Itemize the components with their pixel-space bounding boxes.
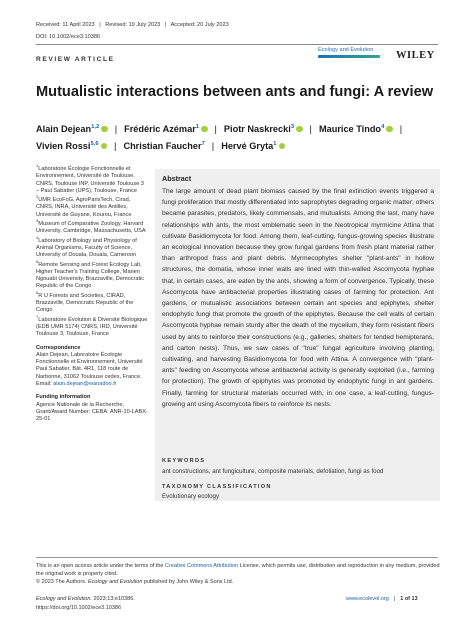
journal-logo-bar (318, 55, 380, 58)
orcid-icon[interactable] (296, 126, 303, 133)
author[interactable]: Piotr Naskrecki$^3$ (223, 123, 295, 134)
author-list: Alain Dejean$^{1,2}$ | Frédéric Azémar$^1$ | Piotr Naskrecki$^3$ | Maurice Tindo$^4$ | Vivien Rossi$^{5,6}$ | Christian Faucher$^7$ | Hervé Gryta$^1$ (36, 123, 403, 151)
article-dates: Received: 11 April 2023 | Revised: 19 July 2023 | Accepted: 20 July 2023 (36, 22, 229, 28)
affiliation: $^3$Museum of Comparative Zoology, Harvard University, Cambridge, Massachusetts, USA (36, 218, 146, 235)
author[interactable]: Maurice Tindo$^4$ (318, 123, 385, 134)
article-type: REVIEW ARTICLE (36, 56, 115, 63)
license-link[interactable]: Creative Commons Attribution (165, 563, 239, 569)
orcid-icon[interactable] (101, 143, 108, 150)
affiliation: $^4$Laboratory of Biology and Physiology of Animal Organisms, Faculty of Science, University of Douala, Douala, Cameroon (36, 234, 137, 259)
author[interactable]: Vivien Rossi$^{5,6}$ (36, 140, 99, 151)
orcid-icon[interactable] (201, 126, 208, 133)
orcid-icon[interactable] (279, 143, 286, 150)
keywords-heading: KEYWORDS (162, 458, 206, 464)
publisher-logo[interactable]: WILEY (396, 50, 435, 61)
author[interactable]: Frédéric Azémar$^1$ (124, 123, 200, 134)
affiliations-column (36, 163, 148, 424)
abstract-text: The large amount of dead plant biomass caused by the final extinction events triggered a fungi proliferation that mostly differentiated into saprophytes degrading organic matter; others became parasites, predators, likely commensals, and mutualists. Among the last, many have relationships with ants, the most emblematic seen in the Neotropical myrmicine Attina that cultivate Basidiomycota for food. Among them, leaf-cutting, fungus-growing species illustrate an ecological innovation because they grow fungal gardens from fresh plant material rather than arthropod frass and plant debris. Myrmecophytes shelter "plant-ants" in hollow structures, the domatia, whose inner walls are lined with thin-walled Ascomycota hyphae that, in certain cases, are eaten by the ants, showing a form of convergence. Typically, these Ascomycota have antibacterial properties illustrating cases of farming for protection. Ant gardens, or mutualistic associations between certain ant species and epiphytes, shelter endophytic fungi that promote the growth of the epiphytes. Because the cell walls of certain Ascomycota hyphae remain sturdy after the death of the mycelium, they form resistant fibers used by ants to reinforce their constructions (e.g., galleries, shelters for tended hemipterans, and carton nests). Thus, we saw cases of "true" fungal agriculture involving planting, cultivating, and harvesting Basidiomycota for food with Attina. A convergence with "plant-ants" feeding on Ascomycota whose antibacterial activity is generally exploited (i.e., farming for protection). The growth of epiphytes was promoted by endophytic fungi in ant gardens. Finally, farming for structural materials occurred with, in one case, a leaf-cutting, fungus-growing ant using Ascomycota fibers to reinforce its nests. (162, 188, 434, 408)
footer-page-info: www.ecolevol.org | 1 of 13 (346, 596, 418, 602)
accepted-date: Accepted: 20 July 2023 (170, 22, 229, 28)
affiliation: $^5$Remote Sensing and Forest Ecology Lab, Higher Teacher's Training College, Marien Ngouabi University, Brazzaville, Democratic Republic of the Congo (36, 258, 145, 290)
revised-date: Revised: 19 July 2023 (105, 22, 161, 28)
taxonomy-text: Evolutionary ecology (162, 493, 220, 500)
taxonomy-heading: TAXONOMY CLASSIFICATION (162, 484, 272, 490)
abstract-heading: Abstract (162, 174, 192, 183)
correspondence-heading: Correspondence (36, 344, 81, 351)
orcid-icon[interactable] (386, 126, 393, 133)
header-doi[interactable]: DOI: 10.1002/ece3.10386 (36, 34, 101, 40)
keywords-text: ant constructions, ant fungiculture, composite materials, defoliation, fungi as food (162, 468, 384, 475)
affiliation: $^6$R U Forests and Societies, CIRAD, Brazzaville, Democratic Republic of the Congo (36, 289, 134, 314)
author[interactable]: Alain Dejean$^{1,2}$ (36, 123, 100, 134)
footer-divider (36, 557, 438, 558)
article-title: Mutualistic interactions between ants and fungi: A review (36, 84, 434, 100)
affiliation: $^7$Laboratoire Évolution & Diversité Biologique (EDB UMR 5174) CNRS, IRD, Université Toulouse 3, Toulouse, France (36, 313, 148, 338)
footer-doi-link[interactable]: https://doi.org/10.1002/ece3.10386 (36, 605, 122, 611)
author[interactable]: Christian Faucher$^7$ (123, 140, 205, 151)
funding-text: Agence Nationale de la Recherche, Grant/Award Number: CEBA: ANR-10-LABX-25-01 (36, 401, 148, 423)
correspondence-email-line: Email: alain.dejean@wanadoo.fr (36, 381, 117, 388)
journal-logo[interactable] (318, 47, 382, 58)
author[interactable]: Hervé Gryta$^1$ (221, 140, 277, 151)
correspondence-text: Alain Dejean, Laboratoire Écologie Fonctionnelle et Environnement, Université Paul Sabatier, Bât. 4R1, 118 route de Narbonne, 31062 Toulouse cedex, France. (36, 351, 143, 380)
journal-logo-text: Ecology and Evolution (318, 47, 374, 53)
funding-heading: Funding information (36, 394, 91, 401)
orcid-icon[interactable] (101, 126, 108, 133)
license-notice: This is an open access article under the terms of the Creative Commons Attribution License, which permits use, distribution and reproduction in any medium, provided the original work is properly cited. © 2023 The Authors. Ecology and Evolution published by John Wiley & Sons Ltd. (36, 563, 440, 585)
page-number: 1 of 13 (400, 596, 418, 602)
email-link[interactable]: alain.dejean@wanadoo.fr (53, 381, 117, 388)
affiliation: $^1$Laboratoire Écologie Fonctionnelle et Environnement, Université de Toulouse, CNRS, Toulouse INP, Université Toulouse 3 – Paul Sabatier (UPS), Toulouse, France (36, 163, 144, 194)
footer-citation: Ecology and Evolution. 2023;13:e10386. (36, 596, 135, 602)
affiliation: $^2$UMR EcoFoG, AgroParisTech, Cirad, CNRS, INRA, Université des Antilles, Université de Guyane, Kourou, France (36, 194, 132, 218)
journal-site-link[interactable]: www.ecolevol.org (346, 596, 389, 602)
header-divider (36, 44, 438, 45)
received-date: Received: 11 April 2023 (36, 22, 95, 28)
